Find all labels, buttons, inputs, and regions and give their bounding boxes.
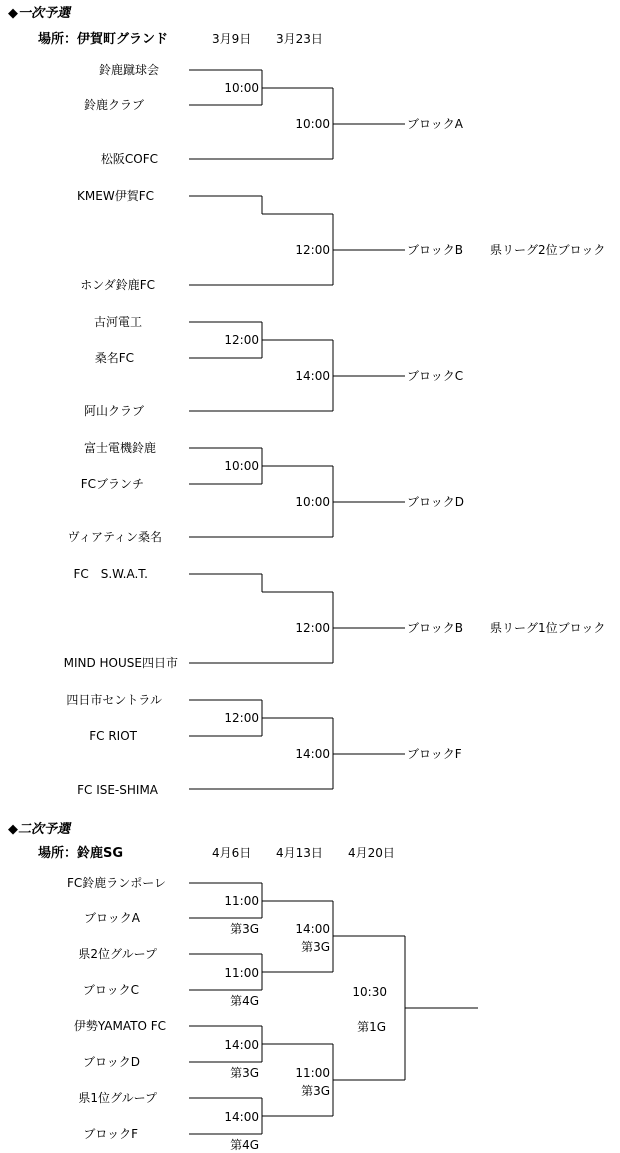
stage2-date-1: 4月6日 [212,846,252,860]
block-result: ブロックD [407,495,465,509]
match-time: 12:00 [295,621,330,635]
team-label: ホンダ鈴鹿FC [80,278,155,292]
stage1-header: ◆一次予選 [8,6,70,21]
team-label: ブロックC [82,983,139,997]
block-result: ブロックB [407,243,463,257]
team-label: 鈴鹿クラブ [83,98,144,112]
match-time: 12:00 [295,243,330,257]
match-time: 12:00 [224,711,259,725]
match-time: 10:00 [224,459,259,473]
team-label: 鈴鹿蹴球会 [98,63,159,77]
block-result: ブロックC [407,369,464,383]
team-label: KMEW伊賀FC [77,189,154,203]
match-ground: 第3G [230,1066,259,1080]
match-time: 14:00 [224,1110,259,1124]
team-label: FC ISE-SHIMA [77,783,158,797]
stage1-date-1: 3月9日 [212,32,252,46]
match-ground: 第3G [301,1084,330,1098]
match-time: 14:00 [295,369,330,383]
team-label: 富士電機鈴鹿 [83,441,156,455]
team-label: 四日市セントラル [66,693,162,707]
stage2-date-3: 4月20日 [348,846,395,860]
league-note: 県リーグ2位ブロック [490,243,606,257]
team-label: ブロックA [84,911,140,925]
team-label: 松阪COFC [100,152,158,166]
match-time: 14:00 [224,1038,259,1052]
league-note: 県リーグ1位ブロック [490,621,606,635]
match-time: 10:30 [352,985,387,999]
team-label: MIND HOUSE四日市 [63,656,178,670]
stage2-date-2: 4月13日 [276,846,323,860]
match-time: 14:00 [295,747,330,761]
match-time: 10:00 [295,495,330,509]
stage1-date-2: 3月23日 [276,32,323,46]
team-label: FC RIOT [89,729,137,743]
team-label: ブロックD [82,1055,140,1069]
team-label: FC鈴鹿ランポーレ [66,876,166,890]
team-label: 古河電工 [93,315,142,329]
match-ground: 第4G [230,1138,259,1152]
team-label: FCブランチ [80,477,144,491]
team-label: 県1位グループ [78,1091,157,1105]
block-result: ブロックB [407,621,463,635]
stage2-venue: 場所：鈴鹿SG [38,846,124,861]
stage1-venue: 場所：伊賀町グランド [38,32,169,47]
team-label: FC S.W.A.T. [73,567,148,581]
match-ground: 第3G [301,940,330,954]
match-ground: 第1G [357,1020,386,1034]
match-ground: 第3G [230,922,259,936]
match-time: 11:00 [224,894,259,908]
match-ground: 第4G [230,994,259,1008]
team-label: 伊勢YAMATO FC [73,1019,166,1033]
stage2-header: ◆二次予選 [8,822,70,837]
match-time: 10:00 [224,81,259,95]
block-result: ブロックA [407,117,463,131]
team-label: 阿山クラブ [83,404,144,418]
team-label: 県2位グループ [78,947,157,961]
match-time: 12:00 [224,333,259,347]
team-label: 桑名FC [94,351,134,365]
match-time: 14:00 [295,922,330,936]
team-label: ブロックF [83,1127,138,1141]
match-time: 10:00 [295,117,330,131]
block-result: ブロックF [407,747,462,761]
team-label: ヴィアティン桑名 [67,530,162,544]
match-time: 11:00 [295,1066,330,1080]
match-time: 11:00 [224,966,259,980]
